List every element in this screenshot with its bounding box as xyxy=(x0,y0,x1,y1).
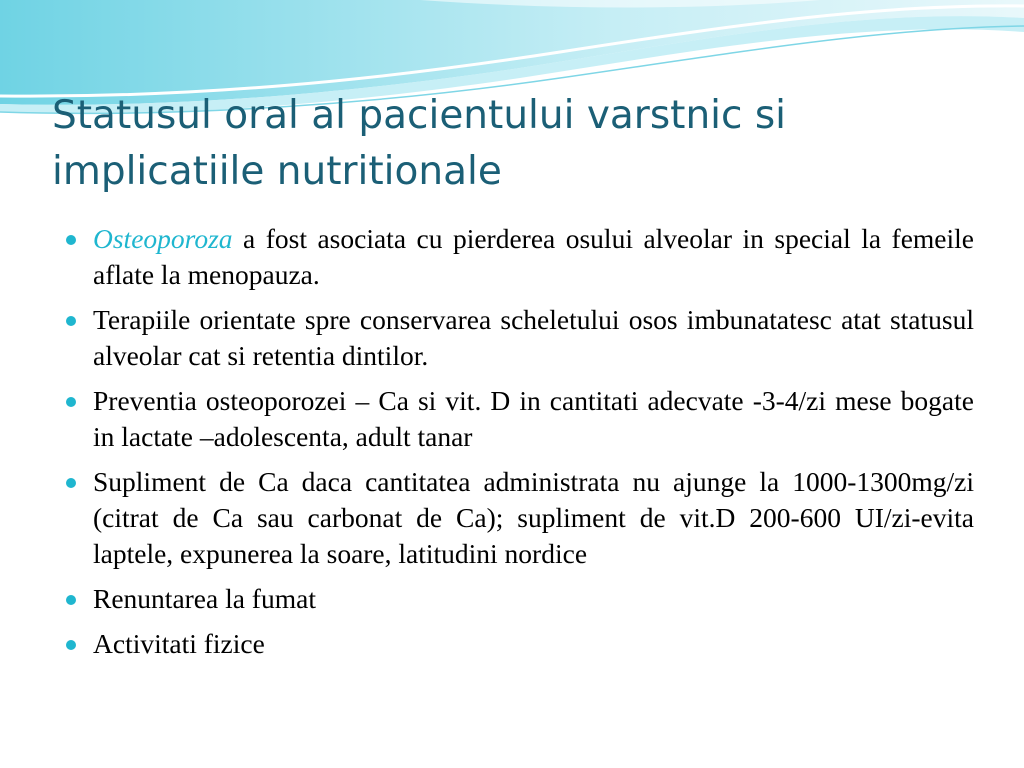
bullet-item-supliment xyxy=(66,464,974,572)
bullet-circle-icon xyxy=(66,235,76,245)
bullet-item-terapii xyxy=(66,302,974,374)
bullet-text: Preventia osteoporozei – Ca si vit. D in cantitati adecvate -3-4/zi mese bogate in lactate –adolescenta, adult tanar xyxy=(93,385,974,452)
slide-title: Statusul oral al pacientului varstnic si implicatiile nutritionale xyxy=(52,93,786,194)
bullet-circle-icon xyxy=(66,595,76,605)
bullet-circle-icon xyxy=(66,640,76,650)
bullet-list xyxy=(66,221,974,671)
bullet-text: Supliment de Ca daca cantitatea administrata nu ajunge la 1000-1300mg/zi (citrat de Ca sau carbonat de Ca); supliment de vit.D 200-600 UI/zi-evita laptele, expunerea la soare, latitudini nordice xyxy=(93,466,974,569)
bullet-item-osteoporoza xyxy=(66,221,974,293)
bullet-item-fumat xyxy=(66,581,974,617)
bullet-text: Terapiile orientate spre conservarea scheletului osos imbunatatesc atat statusul alveolar cat si retentia dintilor. xyxy=(93,304,974,371)
bullet-text: a fost asociata cu pierderea osului alveolar in special la femeile aflate la menopauza. xyxy=(93,223,974,290)
bullet-item-activitati xyxy=(66,626,974,662)
bullet-item-preventia xyxy=(66,383,974,455)
bullet-lead-term: Osteoporoza xyxy=(93,223,233,254)
bullet-circle-icon xyxy=(66,397,76,407)
bullet-text: Activitati fizice xyxy=(93,628,265,659)
bullet-text: Renuntarea la fumat xyxy=(93,583,316,614)
bullet-circle-icon xyxy=(66,316,76,326)
bullet-circle-icon xyxy=(66,478,76,488)
